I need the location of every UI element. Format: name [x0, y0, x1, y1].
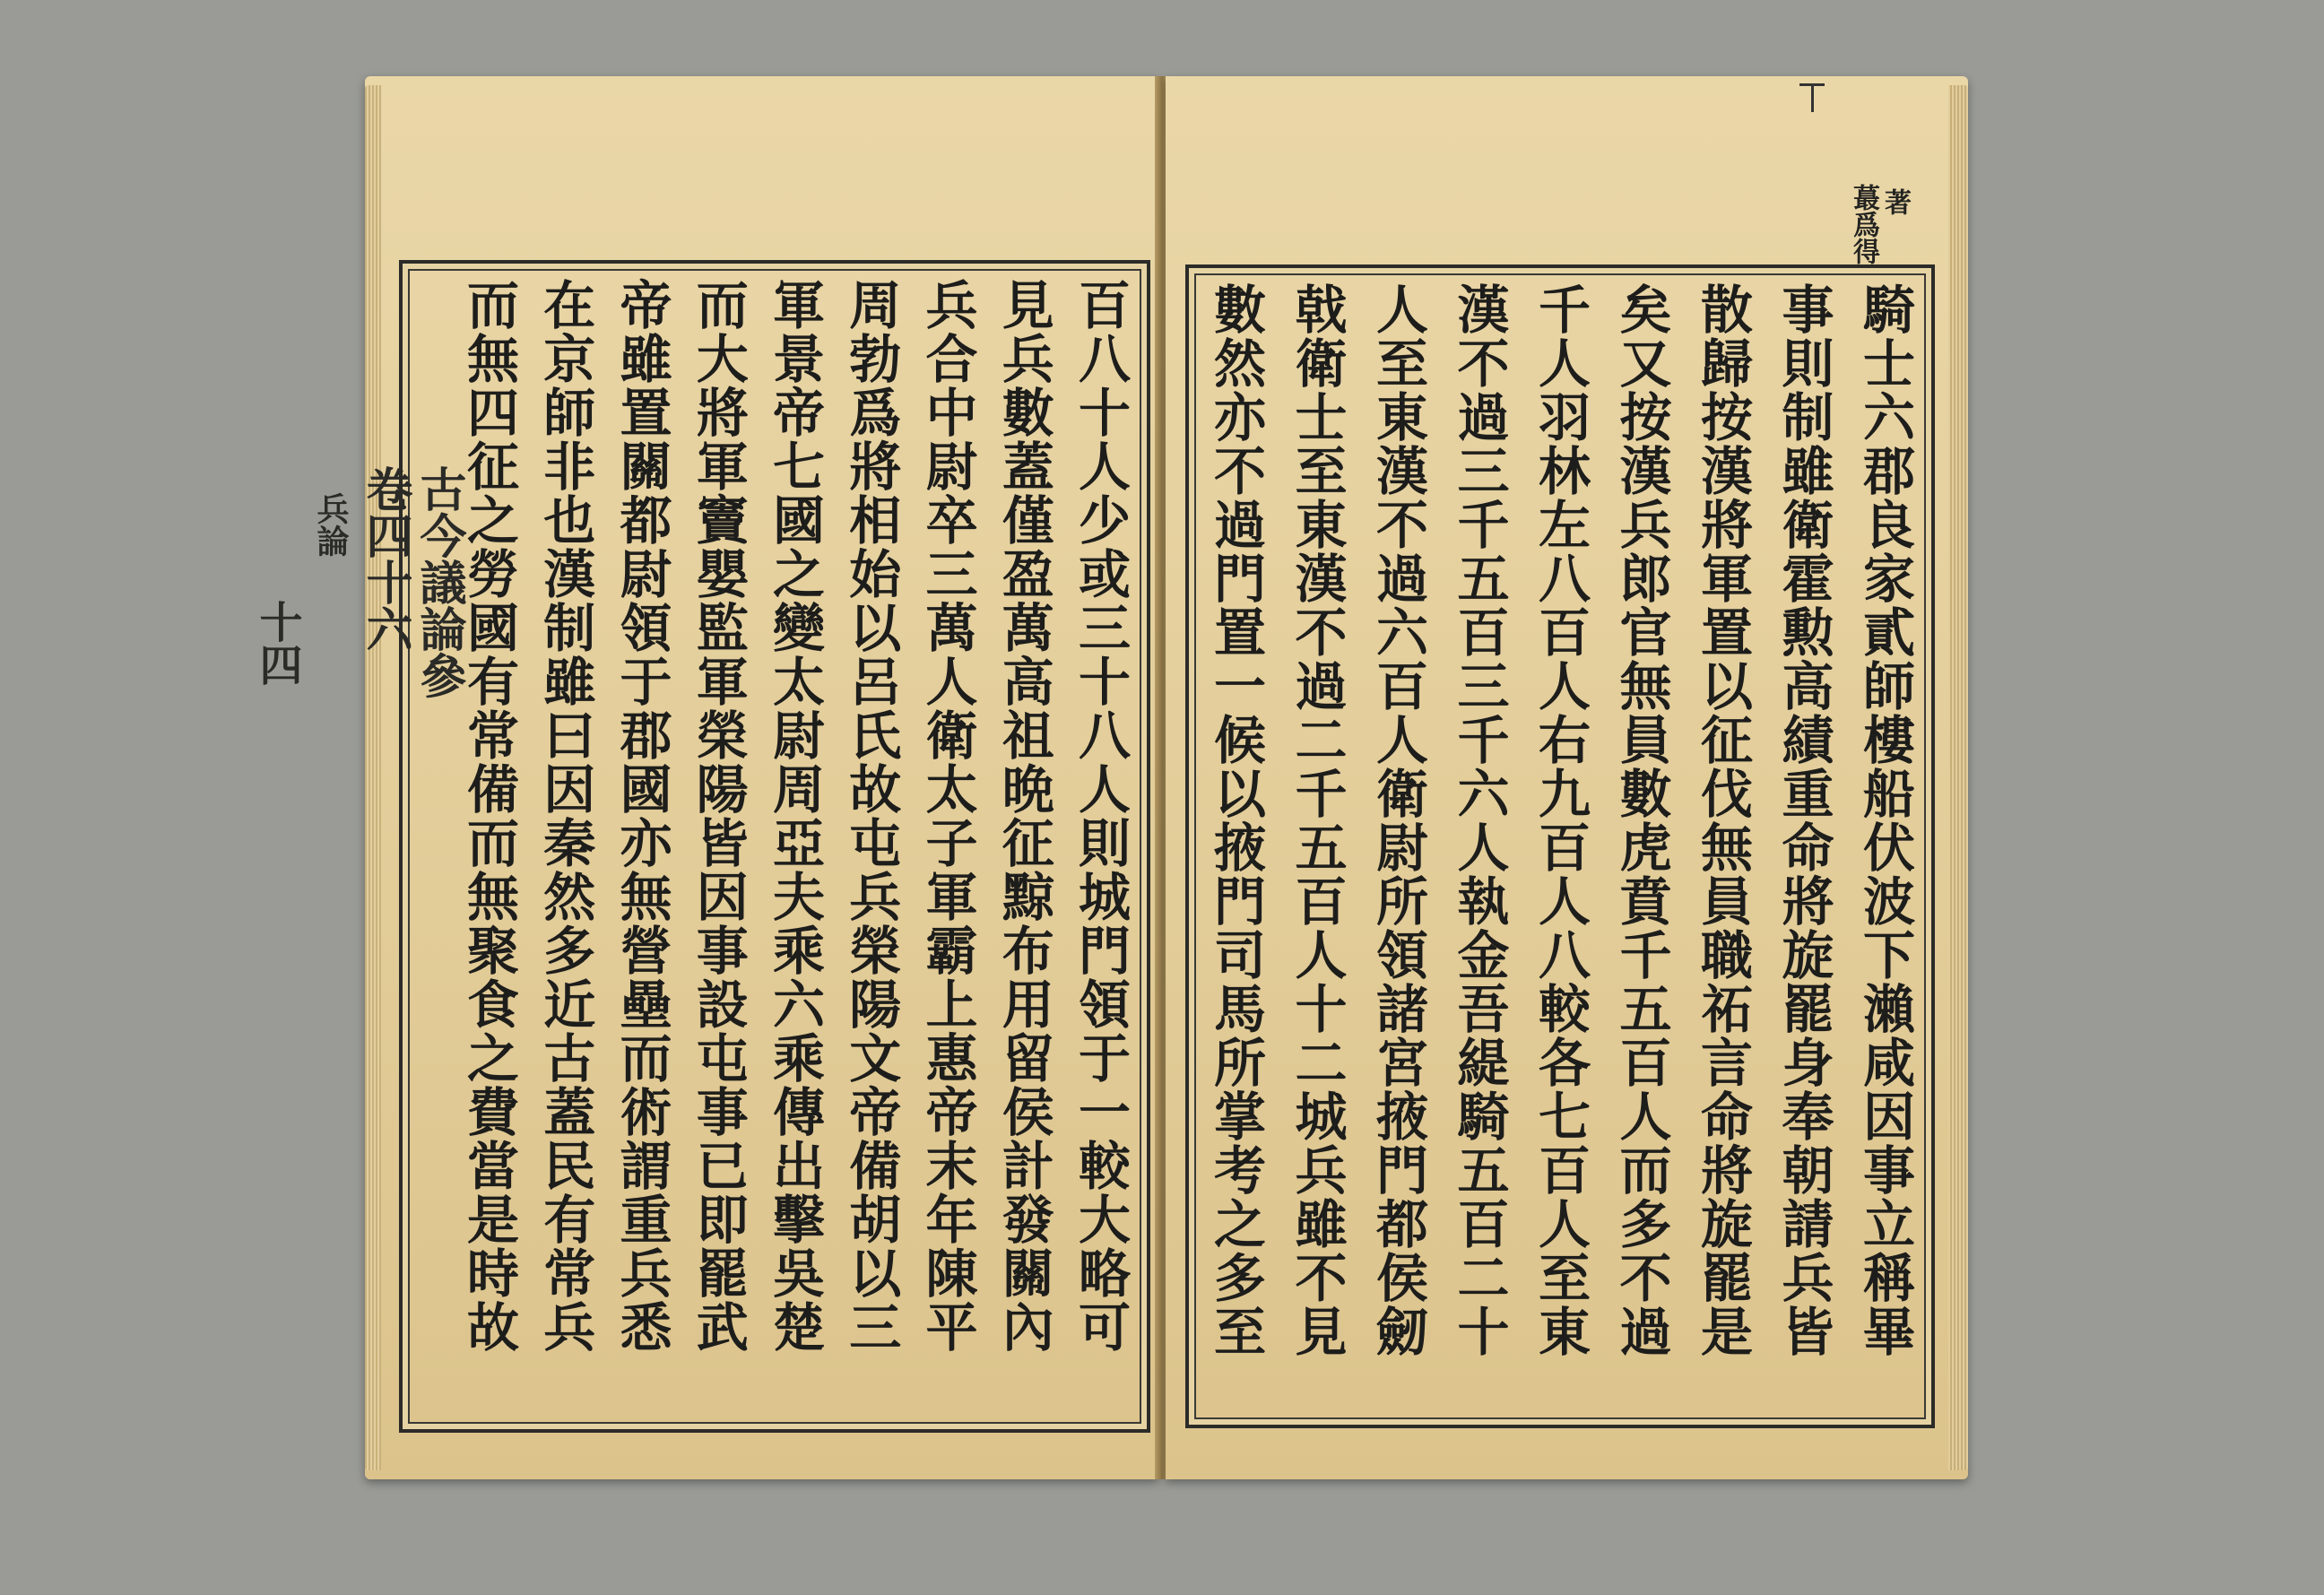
text-column: 數然亦不過門置一候以掖門司馬所掌考之多至	[1205, 282, 1266, 1358]
text-column: 事則制雖衛霍勲高績重命將旋罷身奉朝請兵皆	[1773, 282, 1834, 1358]
text-columns-right	[1201, 282, 1919, 1410]
text-column: 漢不過三千五百三千六人執金吾緹騎五百二十	[1448, 282, 1510, 1358]
left-page	[252, 76, 1158, 1479]
print-mark	[1799, 83, 1825, 86]
text-column: 百八十人少或三十八人則城門領于一較大略可	[1070, 278, 1131, 1354]
section-label: 兵論	[312, 492, 350, 557]
text-column: 散歸按漢將軍置以征伐無員職祏言命將旋罷是	[1692, 282, 1753, 1358]
volume-label: 卷四十六	[358, 465, 412, 652]
page-number: 十四	[252, 600, 302, 686]
page-edge-right	[1948, 85, 1968, 1470]
text-column: 在京師非也漢制雖曰因秦然多近古蓋民有常兵	[534, 278, 596, 1354]
text-column: 帝雖置關都尉領于郡國亦無營壘而術謂重兵悉	[611, 278, 672, 1354]
text-column: 矣又按漢兵郎官無員數虎賁千五百人而多不過	[1610, 282, 1672, 1358]
text-frame-right	[1185, 264, 1935, 1428]
text-column: 而大將軍竇嬰監軍榮陽皆因事設屯事已即罷武	[687, 278, 749, 1354]
print-mark	[1811, 85, 1814, 112]
text-column: 戟衛士至東漢不過二千五百人十二城兵雖不見	[1286, 282, 1348, 1358]
right-page	[1166, 76, 1968, 1479]
open-book	[252, 76, 1977, 1479]
text-column: 人至東漢不過六百人衛尉所領諸宮掖門都侯劒	[1367, 282, 1428, 1358]
text-column: 周勃爲將相始以呂氏故屯兵榮陽文帝備胡以三	[840, 278, 902, 1354]
text-column: 軍景帝七國之變太尉周亞夫乘六乘傳出擊吳楚	[764, 278, 825, 1354]
book-title: 古今議論參	[412, 465, 466, 698]
text-column: 千人羽林左八百人右九百人八較各七百人至東	[1530, 282, 1591, 1358]
annotation-note: 蕞爲得	[1848, 184, 1879, 264]
annotation-note: 著	[1879, 188, 1911, 215]
text-columns-left	[455, 278, 1134, 1415]
text-column: 而無四征之勞國有常備而無聚食之費當是時故	[458, 278, 519, 1354]
text-column: 騎士六郡良家貳師樓船伏波下瀨咸因事立稱畢	[1854, 282, 1915, 1358]
text-column: 兵合中尉卒三萬人衛太子軍霸上惠帝末年陳平	[916, 278, 978, 1354]
text-column: 見兵數蓋僅盈萬高祖晩征黥布用留侯計發關內	[993, 278, 1054, 1354]
text-frame-left	[252, 260, 1150, 1433]
